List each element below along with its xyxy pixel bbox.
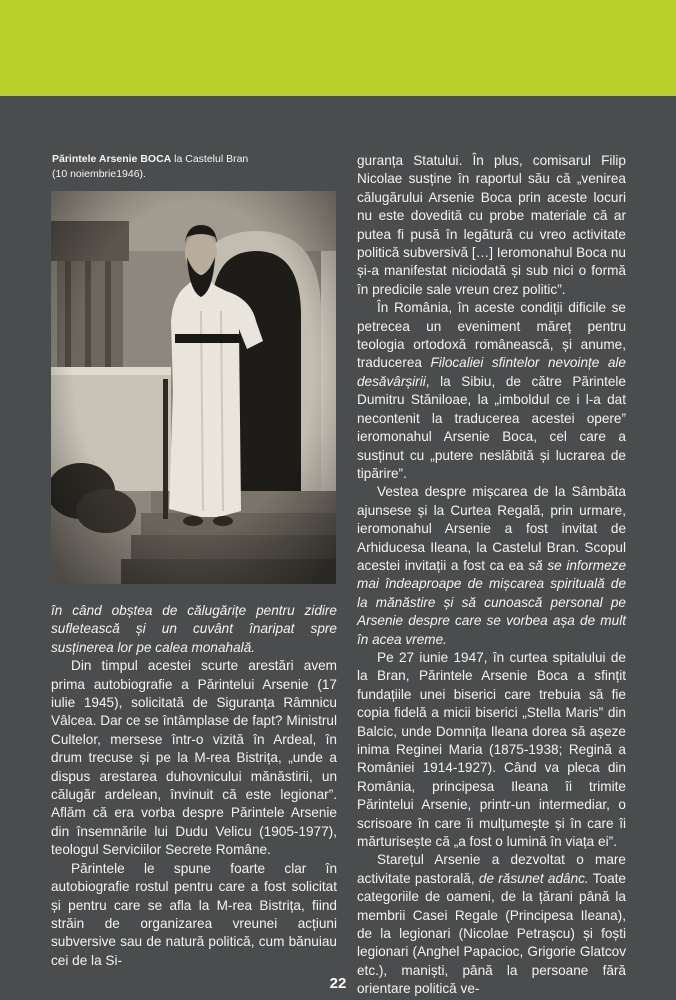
paragraph bbox=[51, 860, 337, 970]
text-run: Vestea despre mișcarea de la Sâmbăta ajunsese și la Curtea Regală, prin urmare, ieromonahul Arsenie a fost invitat de Arhiducesa Ileana, la Castelul Bran. Scopul acestei invitații a fost ca ea bbox=[357, 484, 626, 573]
paragraph bbox=[357, 483, 626, 649]
page-number: 22 bbox=[329, 975, 347, 992]
left-text-column bbox=[51, 602, 337, 970]
photo-arsenie-boca bbox=[51, 191, 336, 584]
text-run: guranța Statului. În plus, comisarul Filip Nicolae susține în raportul său că „venirea călugărului Arsenie Boca prin aceste locuri nu este dovedită cu probe materiale că ar putea fi pusă în legătură cu vreo activitate politică subversivă […] Ieromonahul Boca nu și-a manifestat niciodată și sub nici o formă în predicile sale vreun crez politic”. bbox=[357, 153, 626, 297]
paragraph bbox=[51, 657, 337, 859]
caption-bold-name: Părintele Arsenie BOCA bbox=[52, 153, 172, 165]
text-run: Toate categoriile de oameni, de la țărani până la membrii Casei Regale (Principesa Ileana), de la legionari (Nicolae Petrașcu) și foști legionari (Anghel Papacioc, Grigorie Glatcov etc.), maniști, până la persoane fără orientare politică ve- bbox=[357, 870, 626, 997]
paragraph bbox=[357, 152, 626, 299]
italic-text: să se informeze mai îndeaproape de mișcarea spirituală de la mănăstire și să cunoască personal pe Arsenie despre care se vorbea așa de mult în acea vreme. bbox=[357, 557, 626, 647]
text-run: , la Sibiu, de către Părintele Dumitru Stăniloae, la „imboldul ce i l-a dat necontenit la traducerea acestei opere” ieromonahul Arsenie Boca, cel care a susținut cu „putere neslăbită și lucrarea de tipărire”. bbox=[357, 373, 626, 481]
right-text-column bbox=[357, 152, 626, 999]
text-run: Pe 27 iunie 1947, în curtea spitalului de la Bran, Părintele Arsenie Boca a sfințit fundațiile unei biserici care trebuia să fie copia fidelă a micii biserici „Stella Maris” din Balcic, unde Domnița Ileana dorea să așeze inima Reginei Maria (1875-1938; Regină a României 1914-1927). Când va pleca din România, principesa Ileana îi trimite Părintelui Arsenie, printr-un intermediar, o scrisoare în care îi mulțumește și în care îi mărturisește că „a fost o lumină în viața ei”. bbox=[357, 649, 626, 850]
caption-location: la Castelul Bran bbox=[171, 153, 249, 165]
text-run: Starețul Arsenie a dezvoltat o mare activitate pastorală, bbox=[357, 852, 626, 886]
text-run: Părintele le spune foarte clar în autobiografie rostul pentru care a fost solicitat și pentru care se afla la M-rea Bistrița, fiind străin de organizarea vreunei acțiuni subversive sau de natură politică, cum bănuiau cei de la Si- bbox=[51, 860, 337, 968]
caption-date: (10 noiembrie1946). bbox=[52, 168, 146, 180]
italic-text: în când obștea de călugărițe pentru zidire sufletească și un cuvânt înaripat spre susținerea lor pe calea monahală. bbox=[51, 603, 337, 655]
paragraph bbox=[51, 602, 337, 657]
top-color-band bbox=[0, 0, 676, 96]
paragraph bbox=[357, 299, 626, 483]
photo-caption bbox=[52, 152, 332, 182]
paragraph bbox=[357, 649, 626, 851]
text-run: În România, în aceste condiții dificile se petrecea un eveniment măreț pentru teologia ortodoxă românească, și anume, traducerea bbox=[357, 300, 626, 371]
italic-text: Filocaliei sfintelor nevoințe ale desăvârșirii bbox=[357, 355, 626, 389]
text-run: Din timpul acestei scurte arestări avem prima autobiografie a Părintelui Arsenie (17 iulie 1945), solicitată de Siguranța Râmnicu Vâlcea. Dar ce se întâmplase de fapt? Ministrul Cultelor, mersese într-o vizită în Ardeal, în drum trecuse și pe la M-rea Bistrița, „unde a dispus arestarea duhovnicului mănăstirii, un călugăr ardelean, învinuit că este legionar”. Aflăm că era vorba despre Părintele Arsenie din însemnările lui Dudu Velicu (1905-1977), teologul Serviciilor Secrete Române. bbox=[51, 658, 337, 858]
italic-text: de răsunet adânc. bbox=[478, 870, 589, 886]
